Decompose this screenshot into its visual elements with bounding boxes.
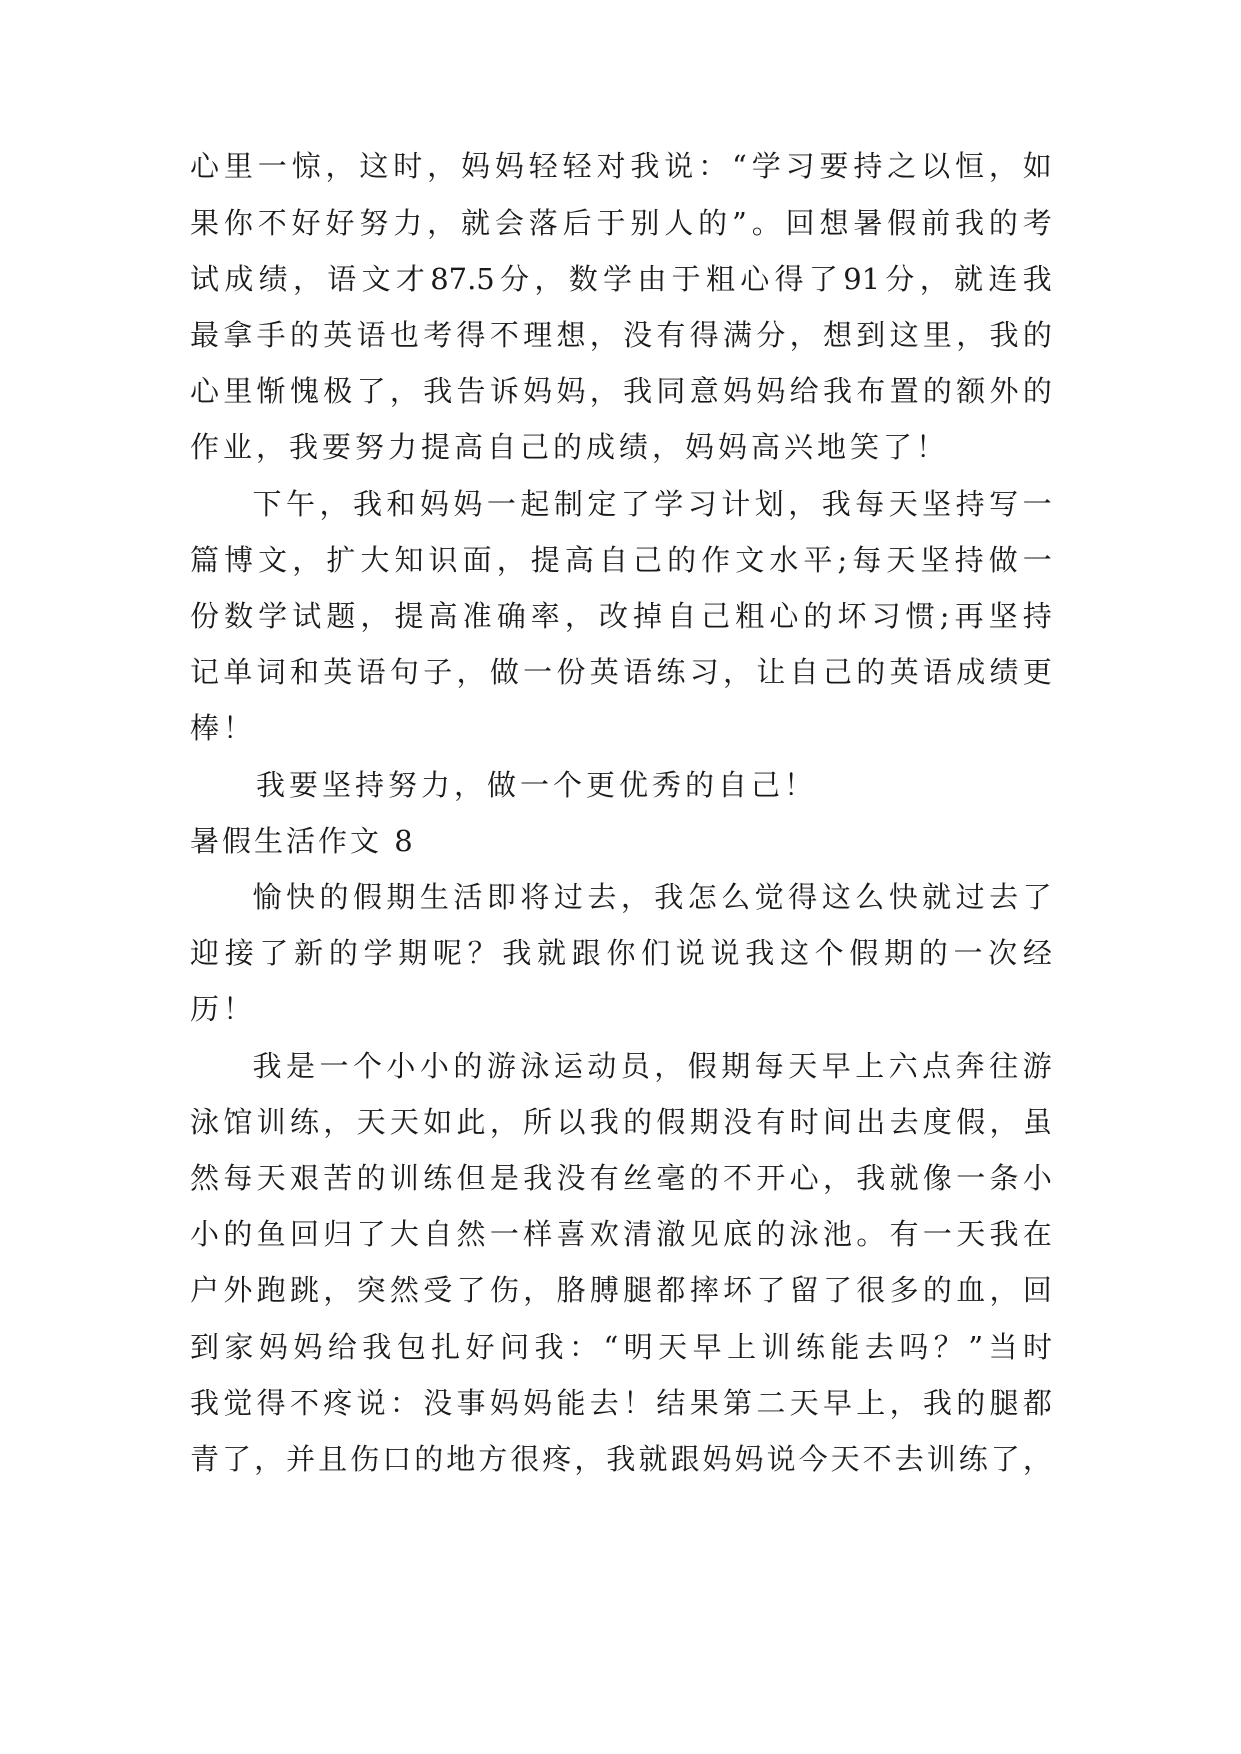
text-line: 记 单 词 和 英 语 句 子 ， 做 一 份 英 语 练 习 ， 让 自 己 的 英 语 成 绩 更 (190, 655, 1052, 689)
text-line: 篇 博 文 ， 扩 大 知 识 面 ， 提 高 自 己 的 作 文 水 平 ; 每 天 坚 持 做 一 (190, 543, 1052, 577)
text-line: 迎 接 了 新 的 学 期 呢 ？ 我 就 跟 你 们 说 说 我 这 个 假 期 的 一 次 经 (190, 936, 1052, 970)
text-line: 泳 馆 训 练 ， 天 天 如 此 ， 所 以 我 的 假 期 没 有 时 间 出 去 度 假 ， 虽 (190, 1105, 1052, 1139)
section-heading: 暑假生活作文 8 (190, 824, 416, 858)
text-line: 到 家 妈 妈 给 我 包 扎 好 问 我 ： “ 明 天 早 上 训 练 能 去 吗 ？ ” 当 时 (190, 1330, 1052, 1364)
text-line: 棒！ (190, 711, 257, 745)
text-line: 然 每 天 艰 苦 的 训 练 但 是 我 没 有 丝 毫 的 不 开 心 ， 我 就 像 一 条 小 (190, 1161, 1052, 1195)
text-line: 青 了 ， 并 且 伤 口 的 地 方 很 疼 ， 我 就 跟 妈 妈 说 今 天 不 去 训 练 了 ， (190, 1442, 1052, 1476)
text-line: 心 里 惭 愧 极 了 ， 我 告 诉 妈 妈 ， 我 同 意 妈 妈 给 我 布 置 的 额 外 的 (190, 374, 1052, 408)
text-line: 最 拿 手 的 英 语 也 考 得 不 理 想 ， 没 有 得 满 分 ， 想 到 这 里 ， 我 的 (190, 318, 1052, 352)
text-line: 心 里 一 惊 ， 这 时 ， 妈 妈 轻 轻 对 我 说 ： “ 学 习 要 持 之 以 恒 ， 如 (190, 149, 1052, 183)
text-line: 小 的 鱼 回 归 了 大 自 然 一 样 喜 欢 清 澈 见 底 的 泳 池 。 有 一 天 我 在 (190, 1217, 1052, 1251)
text-line: 份 数 学 试 题 ， 提 高 准 确 率 ， 改 掉 自 己 粗 心 的 坏 习 惯 ; 再 坚 持 (190, 599, 1052, 633)
text-line: 户 外 跑 跳 ， 突 然 受 了 伤 ， 胳 膊 腿 都 摔 坏 了 留 了 很 多 的 血 ， 回 (190, 1273, 1052, 1307)
text-line: 作业，我要努力提高自己的成绩，妈妈高兴地笑了！ (190, 430, 950, 464)
text-line: 愉 快 的 假 期 生 活 即 将 过 去 ， 我 怎 么 觉 得 这 么 快 就 过 去 了 (252, 880, 1052, 914)
text-line: 试 成 绩 ， 语 文 才 87.5 分 ， 数 学 由 于 粗 心 得 了 91 分 ， 就 连 我 (190, 262, 1052, 296)
text-line: 我 是 一 个 小 小 的 游 泳 运 动 员 ， 假 期 每 天 早 上 六 点 奔 往 游 (252, 1049, 1052, 1083)
text-line: 历！ (190, 992, 257, 1026)
text-line: 我要坚持努力，做一个更优秀的自己！ (190, 768, 818, 802)
text-line: 果 你 不 好 好 努 力 ， 就 会 落 后 于 别 人 的 ” 。 回 想 暑 假 前 我 的 考 (190, 206, 1052, 240)
text-line: 下 午 ， 我 和 妈 妈 一 起 制 定 了 学 习 计 划 ， 我 每 天 坚 持 写 一 (252, 487, 1052, 521)
text-line: 我 觉 得 不 疼 说 ： 没 事 妈 妈 能 去 ！ 结 果 第 二 天 早 上 ， 我 的 腿 都 (190, 1386, 1052, 1420)
